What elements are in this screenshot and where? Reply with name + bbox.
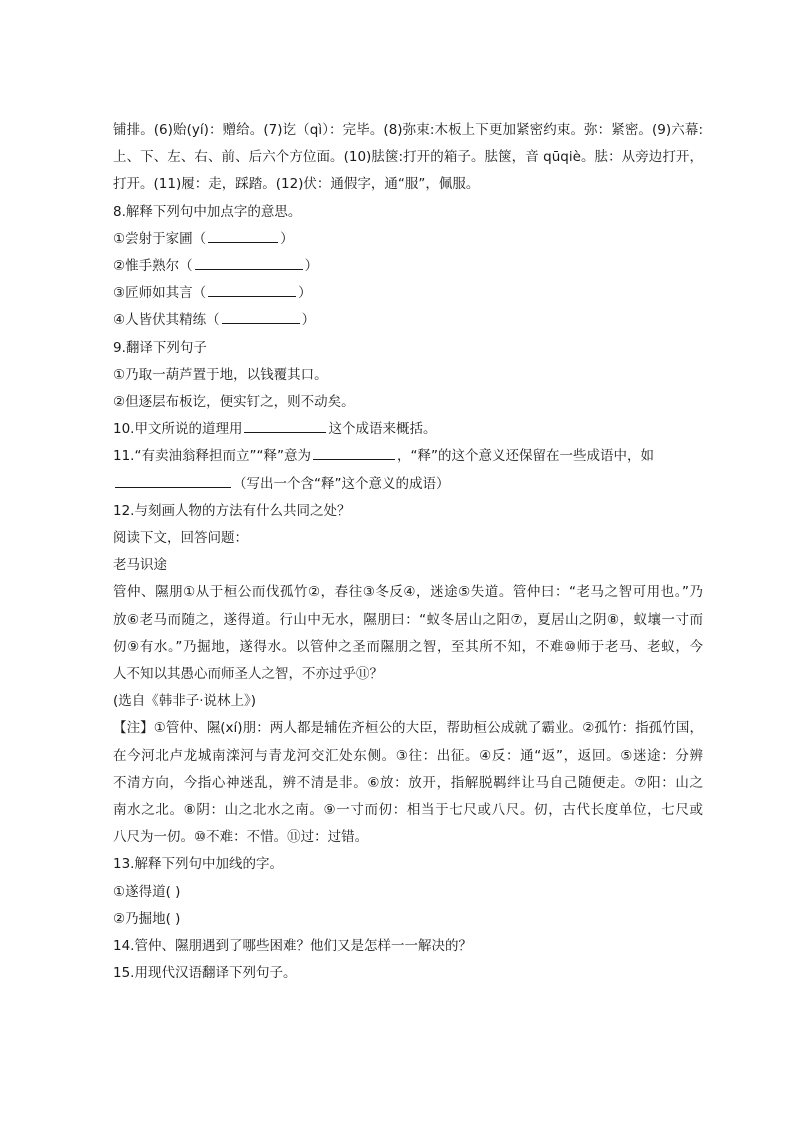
reading-instruction: 阅读下文，回答问题： [113,530,248,547]
passage-line: 放⑥老马而随之，遂得道。行山中无水，隰朋曰：“蚁冬居山之阳⑦，夏居山之阴⑧，蚁壤一寸而 [113,611,703,628]
question-8-item-2: ②惟手熟尔（ ） [113,253,703,280]
question-9-item-1: ①乃取一葫芦置于地，以钱覆其口。 [113,366,328,383]
notes-line: 不清方向，今指心神迷乱，辨不清是非。⑥放：放开，指解脱羁绊让马自己随便走。⑦阳：山之 [113,774,703,791]
passage-line: 管仲、隰朋①从于桓公而伐孤竹②，春往③冬反④，迷途⑤失道。管仲曰：“老马之智可用也。”乃 [113,584,703,601]
answer-blank[interactable] [244,418,326,433]
passage-title: 老马识途 [113,557,167,574]
answer-blank[interactable] [115,473,231,488]
question-8-item-3: ③匠师如其言（ ） [113,280,703,307]
question-12: 12.与刻画人物的方法有什么共同之处？ [113,502,351,519]
notes-line: 在今河北卢龙城南滦河与青龙河交汇处东侧。③往：出征。④反：通“返”，返回。⑤迷途：分辨 [113,747,703,764]
question-10: 10.甲文所说的道理用 这个成语来概括。 [113,416,703,443]
document-body [113,117,703,987]
annotation-line: 打开。(11)履：走，踩踏。(12)伏：通假字，通“服”，佩服。 [113,176,480,193]
question-8-item-4: ④人皆伏其精练（ ） [113,307,703,334]
annotation-line: 上、下、左、右、前、后六个方位面。(10)胠箧:打开的箱子。胠箧，音 qūqiè。胠：从旁边打开， [113,149,703,166]
notes-line: 【注】①管仲、隰(xí)朋：两人都是辅佐齐桓公的大臣，帮助桓公成就了霸业。②孤竹：指孤竹国， [113,720,703,737]
question-9-item-2: ②但逐层布板讫，便实钉之，则不动矣。 [113,394,355,410]
notes-line: 八尺为一仞。⑩不难：不惜。⑪过：过错。 [113,829,369,846]
question-14: 14.管仲、隰朋遇到了哪些困难？他们又是怎样一一解决的？ [113,937,472,954]
question-9: 9.翻译下列句子 [113,339,207,356]
passage-line: 人不知以其愚心而师圣人之智，不亦过乎⑪？ [113,665,383,682]
answer-blank[interactable] [208,228,278,243]
question-13: 13.解释下列句中加线的字。 [113,856,283,873]
answer-blank[interactable] [313,445,395,460]
passage-line: 仞⑨有水。”乃掘地，遂得水。以管仲之圣而隰朋之智，至其所不知，不难⑩师于老马、老蚁，今 [113,638,703,655]
answer-blank[interactable] [195,255,303,270]
question-13-item-2: ②乃掘地( ) [113,910,181,927]
answer-blank[interactable] [208,282,296,297]
question-11-cont: （写出一个含“释”这个意义的成语） [113,471,703,498]
question-11: 11.“有卖油翁释担而立”“释”意为 ，“释”的这个意义还保留在一些成语中，如 [113,443,703,470]
answer-blank[interactable] [222,309,300,324]
annotation-line: 铺排。(6)贻(yí)：赠给。(7)讫（qì）：完毕。(8)弥束:木板上下更加紧密约束。弥：紧密。(9)六幕: [113,122,703,138]
question-13-item-1: ①遂得道( ) [113,883,181,900]
passage-source: (选自《韩非子·说林上》) [113,693,257,710]
question-8: 8.解释下列句中加点字的意思。 [113,203,302,220]
question-8-item-1: ①尝射于家圃（ ） [113,226,703,253]
question-15: 15.用现代汉语翻译下列句子。 [113,965,297,982]
notes-line: 南水之北。⑧阴：山之北水之南。⑨一寸而仞：相当于七尺或八尺。仞，古代长度单位，七尺或 [113,801,703,818]
